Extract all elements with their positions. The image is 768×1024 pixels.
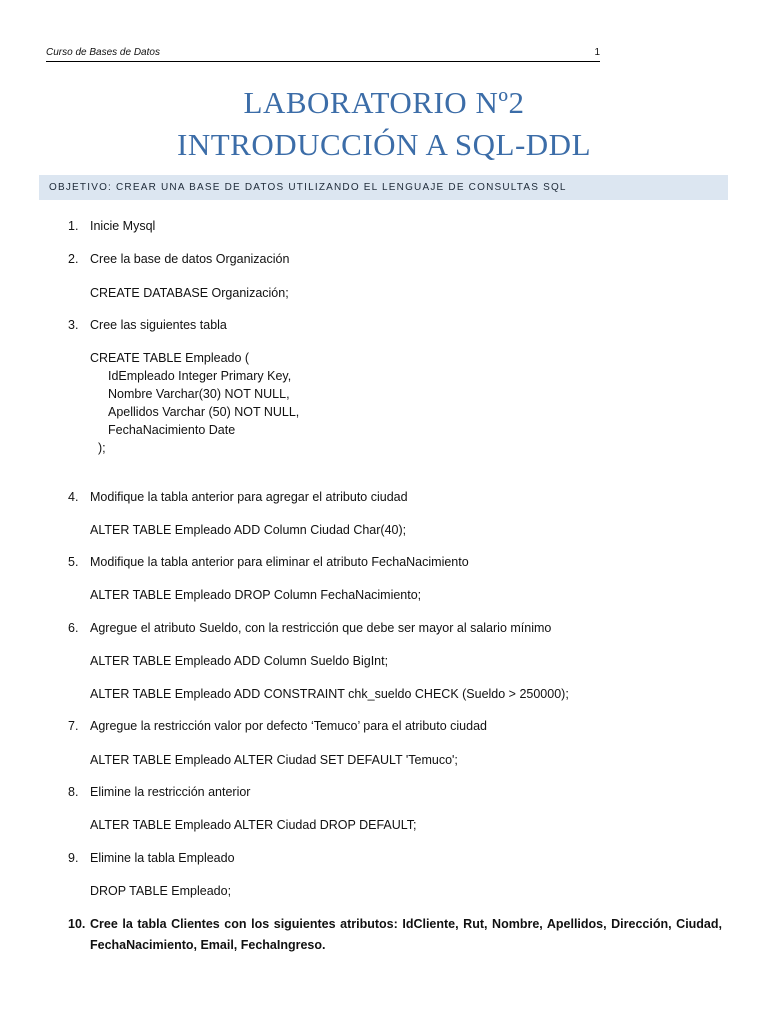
step-10-line-1 [68,915,722,933]
step-10 [68,915,722,954]
step-number: 10. [68,917,86,931]
step-text: Cree las siguientes tabla [90,318,227,332]
step-9-code: DROP TABLE Empleado; [90,884,232,898]
page-number: 1 [594,47,600,58]
code-line: CREATE TABLE Empleado ( [90,351,250,365]
step-text: Modifique la tabla anterior para agregar el atributo ciudad [90,490,408,504]
page-title [0,82,768,166]
step-9 [68,849,722,867]
step-number: 4. [68,490,79,504]
step-6-code-1: ALTER TABLE Empleado ADD Column Sueldo BigInt; [90,654,389,668]
step-2-code: CREATE DATABASE Organización; [90,286,289,300]
step-number: 9. [68,851,79,865]
step-text: Agregue la restricción valor por defecto ‘Temuco’ para el atributo ciudad [90,719,487,733]
step-3 [68,316,722,334]
step-7 [68,717,722,735]
step-text: Elimine la restricción anterior [90,785,251,799]
objective-banner: OBJETIVO: CREAR UNA BASE DE DATOS UTILIZANDO EL LENGUAJE DE CONSULTAS SQL [39,175,728,200]
step-5-code: ALTER TABLE Empleado DROP Column FechaNacimiento; [90,588,422,602]
step-6-code-2: ALTER TABLE Empleado ADD CONSTRAINT chk_sueldo CHECK (Sueldo > 250000); [90,687,569,701]
step-2 [68,250,722,268]
step-10-line-2: FechaNacimiento, Email, FechaIngreso. [90,938,326,952]
step-5 [68,553,722,571]
step-number: 6. [68,621,79,635]
step-number: 2. [68,252,79,266]
step-4-code: ALTER TABLE Empleado ADD Column Ciudad Char(40); [90,523,407,537]
step-text: Elimine la tabla Empleado [90,851,235,865]
step-number: 7. [68,719,79,733]
step-8-code: ALTER TABLE Empleado ALTER Ciudad DROP DEFAULT; [90,818,417,832]
code-line: FechaNacimiento Date [108,423,236,437]
step-text: Cree la tabla Clientes con los siguientes atributos: IdCliente, Rut, Nombre, Apellidos, Dirección, Ciudad, [90,917,722,931]
step-number: 3. [68,318,79,332]
course-name: Curso de Bases de Datos [46,47,160,58]
step-7-code: ALTER TABLE Empleado ALTER Ciudad SET DEFAULT 'Temuco'; [90,753,458,767]
code-line: IdEmpleado Integer Primary Key, [108,369,292,383]
code-line: Apellidos Varchar (50) NOT NULL, [108,405,300,419]
step-text: Cree la base de datos Organización [90,252,290,266]
step-number: 1. [68,219,79,233]
step-1 [68,217,722,235]
step-8 [68,783,722,801]
code-line: Nombre Varchar(30) NOT NULL, [108,387,290,401]
title-line-2: INTRODUCCIÓN A SQL-DDL [177,127,591,162]
step-text: Agregue el atributo Sueldo, con la restricción que debe ser mayor al salario mínimo [90,621,552,635]
code-line: ); [98,441,106,455]
step-number: 8. [68,785,79,799]
step-3-code [90,349,299,457]
step-6 [68,619,722,637]
step-text: Modifique la tabla anterior para eliminar el atributo FechaNacimiento [90,555,469,569]
step-4 [68,488,722,506]
step-number: 5. [68,555,79,569]
step-text: Inicie Mysql [90,219,156,233]
page-header [46,46,600,62]
title-line-1: LABORATORIO Nº2 [243,85,525,120]
